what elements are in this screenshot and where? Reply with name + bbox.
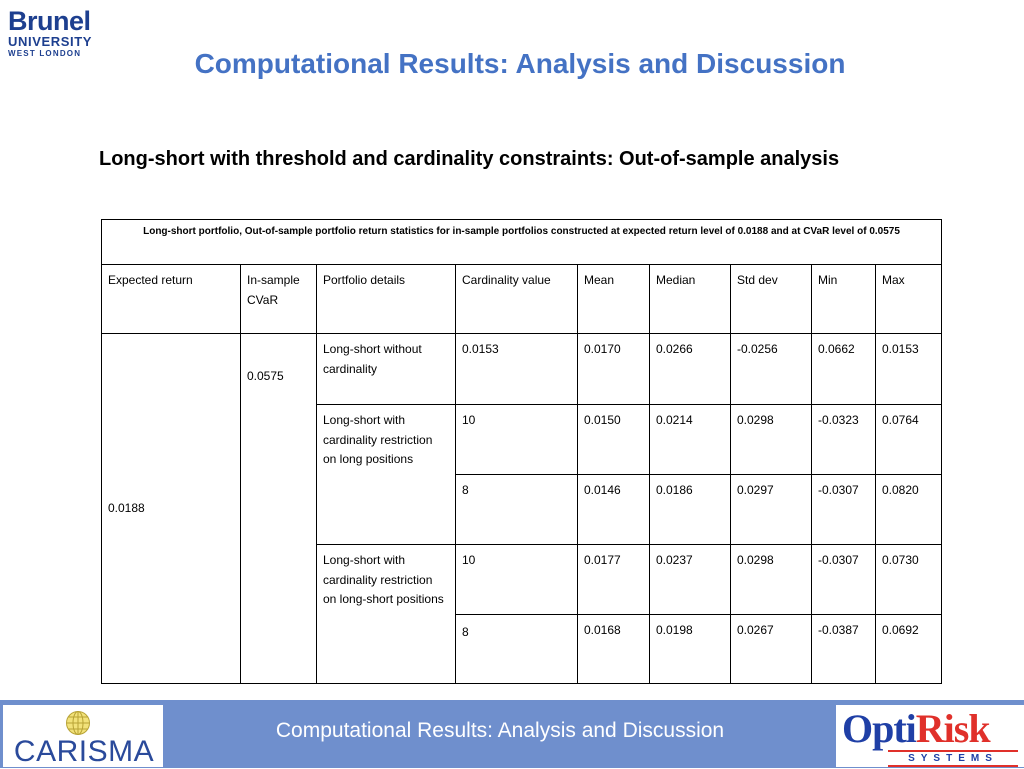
median-cell: 0.0214 xyxy=(650,405,731,475)
table-caption: Long-short portfolio, Out-of-sample portfolio return statistics for in-sample portfolios constructed at expected return level of 0.0188 and at CVaR level of 0.0575 xyxy=(102,220,942,265)
portfolio-details-cell: Long-short with cardinality restriction on long-short positions xyxy=(317,545,456,684)
mean-cell: 0.0150 xyxy=(578,405,650,475)
col-header-median: Median xyxy=(650,265,731,334)
mean-cell: 0.0177 xyxy=(578,545,650,615)
footer-bar xyxy=(0,700,1024,768)
median-cell: 0.0266 xyxy=(650,334,731,405)
brunel-logo-location: WEST LONDON xyxy=(8,49,82,58)
std-dev-cell: 0.0298 xyxy=(731,545,812,615)
table-header-row xyxy=(102,265,942,334)
carisma-logo xyxy=(3,705,163,767)
col-header-portfolio-details: Portfolio details xyxy=(317,265,456,334)
min-cell: -0.0307 xyxy=(812,475,876,545)
median-cell: 0.0186 xyxy=(650,475,731,545)
median-cell: 0.0198 xyxy=(650,615,731,684)
section-subtitle: Long-short with threshold and cardinality constraints: Out-of-sample analysis xyxy=(99,148,840,170)
min-cell: -0.0307 xyxy=(812,545,876,615)
std-dev-cell: -0.0256 xyxy=(731,334,812,405)
optirisk-logo xyxy=(836,705,1024,767)
min-cell: 0.0662 xyxy=(812,334,876,405)
cardinality-cell: 10 xyxy=(456,545,578,615)
median-cell: 0.0237 xyxy=(650,545,731,615)
portfolio-details-cell: Long-short without cardinality xyxy=(317,334,456,405)
slide-title: Computational Results: Analysis and Discussion xyxy=(194,48,846,79)
cardinality-cell: 8 xyxy=(456,615,578,684)
std-dev-cell: 0.0267 xyxy=(731,615,812,684)
cardinality-cell: 10 xyxy=(456,405,578,475)
portfolio-details-cell: Long-short with cardinality restriction on long positions xyxy=(317,405,456,545)
mean-cell: 0.0168 xyxy=(578,615,650,684)
footer-title: Computational Results: Analysis and Discussion xyxy=(275,719,725,742)
std-dev-cell: 0.0298 xyxy=(731,405,812,475)
optirisk-logo-text xyxy=(842,707,990,751)
std-dev-cell: 0.0297 xyxy=(731,475,812,545)
optirisk-opti: Opti xyxy=(842,706,916,751)
mean-cell: 0.0146 xyxy=(578,475,650,545)
min-cell: -0.0323 xyxy=(812,405,876,475)
col-header-mean: Mean xyxy=(578,265,650,334)
max-cell: 0.0730 xyxy=(876,545,942,615)
col-header-min: Min xyxy=(812,265,876,334)
min-cell: -0.0387 xyxy=(812,615,876,684)
results-table xyxy=(101,219,942,684)
table-row xyxy=(102,334,942,405)
optirisk-risk: Risk xyxy=(915,706,990,751)
cardinality-cell: 8 xyxy=(456,475,578,545)
max-cell: 0.0153 xyxy=(876,334,942,405)
max-cell: 0.0692 xyxy=(876,615,942,684)
col-header-cardinality: Cardinality value xyxy=(456,265,578,334)
col-header-max: Max xyxy=(876,265,942,334)
cvar-cell: 0.0575 xyxy=(241,334,317,684)
col-header-cvar: In-sample CVaR xyxy=(241,265,317,334)
cardinality-cell: 0.0153 xyxy=(456,334,578,405)
brunel-logo-name: Brunel xyxy=(8,6,91,36)
col-header-std-dev: Std dev xyxy=(731,265,812,334)
optirisk-systems: SYSTEMS xyxy=(888,750,1018,767)
max-cell: 0.0764 xyxy=(876,405,942,475)
expected-return-cell: 0.0188 xyxy=(102,334,241,684)
brunel-logo-university: UNIVERSITY xyxy=(8,34,93,49)
carisma-logo-text: CARISMA xyxy=(13,735,155,768)
col-header-expected-return: Expected return xyxy=(102,265,241,334)
max-cell: 0.0820 xyxy=(876,475,942,545)
mean-cell: 0.0170 xyxy=(578,334,650,405)
globe-icon xyxy=(65,710,91,736)
